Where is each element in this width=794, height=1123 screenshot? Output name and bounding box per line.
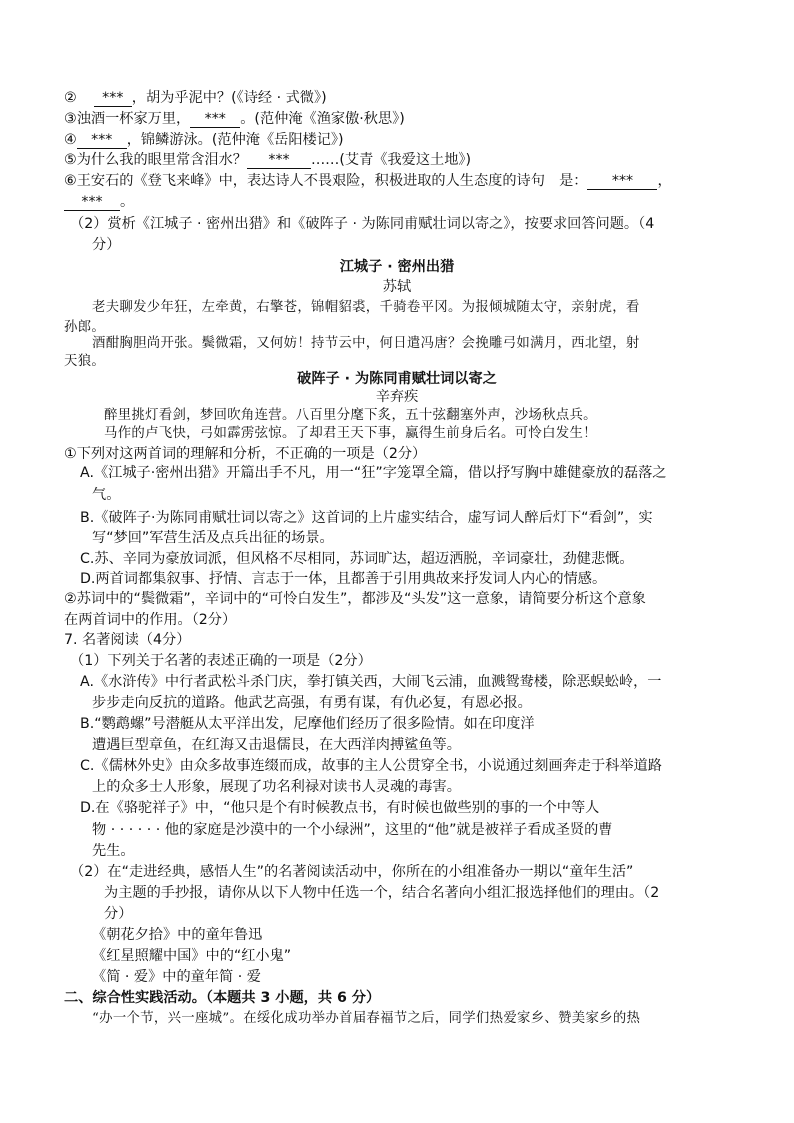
poem1-title: 江城子 · 密州出猎 bbox=[339, 259, 455, 275]
fill-line-4 bbox=[64, 130, 344, 150]
poem2-line: 醉里挑灯看剑，梦回吹角连营。八百里分麾下炙，五十弦翻塞外声，沙场秋点兵。 bbox=[104, 408, 597, 423]
option-b: B.《破阵子·为陈同甫赋壮词以寄之》这首词的上片虚实结合，虚写词人醉后灯下“看剑”，实 bbox=[80, 510, 653, 526]
q7-option-a-cont: 步步走向反抗的道路。他武艺高强，有勇有谋，有仇必复，有恩必报。 bbox=[92, 695, 532, 711]
line-text: ……(艾青《我爱这土地》) bbox=[310, 152, 472, 168]
section-2-intro: “办一个节，兴一座城”。在绥化成功举办首届春福节之后，同学们热爱家乡、赞美家乡的热 bbox=[92, 1011, 641, 1026]
answer-blank: *** bbox=[94, 90, 132, 107]
q6-2-prompt: （2）赏析《江城子 · 密州出猎》和《破阵子 · 为陈同甫赋壮词以寄之》，按要求回答问题。（4 bbox=[70, 216, 655, 232]
answer-blank: *** bbox=[247, 152, 311, 169]
q7-option-c: C.《儒林外史》由众多故事连缀而成，故事的主人公贯穿全书，小说通过刻画奔走于科举道路 bbox=[80, 758, 662, 774]
poem1-line: 孙郎。 bbox=[64, 320, 106, 335]
q7-option-d: D.在《骆驼祥子》中，“他只是个有时候教点书，有时候也做些别的事的一个中等人 bbox=[80, 800, 600, 816]
poem2-title: 破阵子 · 为陈同甫赋壮词以寄之 bbox=[297, 371, 497, 387]
line-text: ⑥王安石的《登飞来峰》中，表达诗人不畏艰险，积极进取的人生态度的诗句 是： bbox=[64, 173, 588, 189]
q6-2-prompt-cont: 分） bbox=[92, 237, 121, 253]
fill-line-6 bbox=[64, 171, 672, 191]
option-b-cont: 写“梦回”军营生活及点兵出征的场景。 bbox=[92, 530, 334, 546]
line-text: 。 bbox=[120, 194, 135, 210]
answer-blank: *** bbox=[587, 173, 657, 190]
poem1-line: 酒酣胸胆尚开张。鬓微霜，又何妨！持节云中，何日遣冯唐？会挽雕弓如满月，西北望，射 bbox=[92, 336, 640, 351]
poem2-author: 辛弃疾 bbox=[375, 389, 419, 405]
section-2-header: 二、综合性实践活动。（本题共 3 小题，共 6 分） bbox=[64, 990, 381, 1006]
q7-2-choice: 《红星照耀中国》中的“红小鬼” bbox=[92, 948, 292, 964]
line-text: ③浊酒一杯家万里， bbox=[64, 111, 191, 127]
option-a: A.《江城子·密州出猎》开篇出手不凡，用一“狂”字笼罩全篇，借以抒写胸中雄健豪放的磊落之 bbox=[80, 465, 667, 481]
line-text: ，锦鳞游泳。(范仲淹《岳阳楼记》) bbox=[126, 132, 344, 148]
q7-2-choice: 《朝花夕拾》中的童年鲁迅 bbox=[92, 927, 263, 943]
q7-1-stem: （1）下列关于名著的表述正确的一项是（2分） bbox=[70, 653, 372, 669]
q7-2-stem: （2）在“走进经典，感悟人生”的名著阅读活动中，你所在的小组准备办一期以“童年生活” bbox=[70, 864, 634, 880]
separator: ， bbox=[657, 173, 672, 189]
poem1-line: 天狼。 bbox=[64, 354, 106, 369]
sub2-stem-cont: 在两首词中的作用。（2分） bbox=[64, 612, 237, 628]
q7-2-stem-cont: 分） bbox=[104, 906, 133, 922]
q7-option-b: B.“鹦鹉螺”号潜艇从太平洋出发，尼摩他们经历了很多险情。如在印度洋 bbox=[80, 716, 535, 732]
fill-line-6-cont bbox=[64, 192, 134, 212]
fill-line-2 bbox=[64, 88, 327, 108]
option-c: C.苏、辛同为豪放词派，但风格不尽相同，苏词旷达，超迈洒脱，辛词豪壮，劲健悲慨。 bbox=[80, 551, 634, 567]
poem1-author: 苏轼 bbox=[382, 279, 412, 295]
item-number: ② bbox=[64, 90, 77, 106]
q7-2-choice: 《简 · 爱》中的童年简 · 爱 bbox=[92, 969, 261, 985]
answer-blank: *** bbox=[64, 194, 120, 211]
poem1-line: 老夫聊发少年狂，左牵黄，右擎苍，锦帽貂裘，千骑卷平冈。为报倾城随太守，亲射虎，看 bbox=[92, 300, 640, 315]
option-d: D.两首词都集叙事、抒情、言志于一体，且都善于引用典故来抒发词人内心的情感。 bbox=[80, 571, 607, 587]
answer-blank: *** bbox=[190, 111, 240, 128]
q7-option-c-cont: 上的众多士人形象，展现了功名利禄对读书人灵魂的毒害。 bbox=[92, 779, 461, 795]
sub2-stem: ②苏词中的“鬓微霜”，辛词中的“可怜白发生”，都涉及“头发”这一意象，请简要分析这个意象 bbox=[64, 591, 646, 607]
fill-line-5 bbox=[64, 150, 471, 170]
sub1-stem: ①下列对这两首词的理解和分析，不正确的一项是（2分） bbox=[64, 446, 427, 462]
q7-option-d-cont: 先生。 bbox=[92, 843, 135, 859]
answer-blank: *** bbox=[77, 132, 127, 149]
option-a-cont: 气。 bbox=[92, 487, 121, 503]
q7-2-stem-cont: 为主题的手抄报，请你从以下人物中任选一个，结合名著向小组汇报选择他们的理由。（2 bbox=[104, 885, 660, 901]
fill-line-3 bbox=[64, 109, 405, 129]
q7-header: 7. 名著阅读（4分） bbox=[64, 632, 191, 648]
poem2-line: 马作的卢飞快，弓如霹雳弦惊。了却君王天下事，赢得生前身后名。可怜白发生！ bbox=[104, 426, 597, 441]
line-text: ⑤为什么我的眼里常含泪水？ bbox=[64, 152, 247, 168]
q7-option-d-cont: 物 · · · · · · 他的家庭是沙漠中的一个小绿洲”，这里的“他”就是被祥子看成圣贤的曹 bbox=[92, 822, 613, 838]
line-text: 。(范仲淹《渔家傲·秋思》) bbox=[240, 111, 405, 127]
q7-option-a: A.《水浒传》中行者武松斗杀门庆，拳打镇关西，大闹飞云浦，血溅鸳鸯楼，除恶蜈蚣岭，一 bbox=[80, 674, 662, 690]
q7-option-b-cont: 遭遇巨型章鱼，在红海又击退儒艮，在大西洋肉搏鲨鱼等。 bbox=[92, 737, 461, 753]
line-text: ，胡为乎泥中？(《诗经 · 式微》) bbox=[131, 90, 327, 106]
item-number: ④ bbox=[64, 132, 77, 148]
